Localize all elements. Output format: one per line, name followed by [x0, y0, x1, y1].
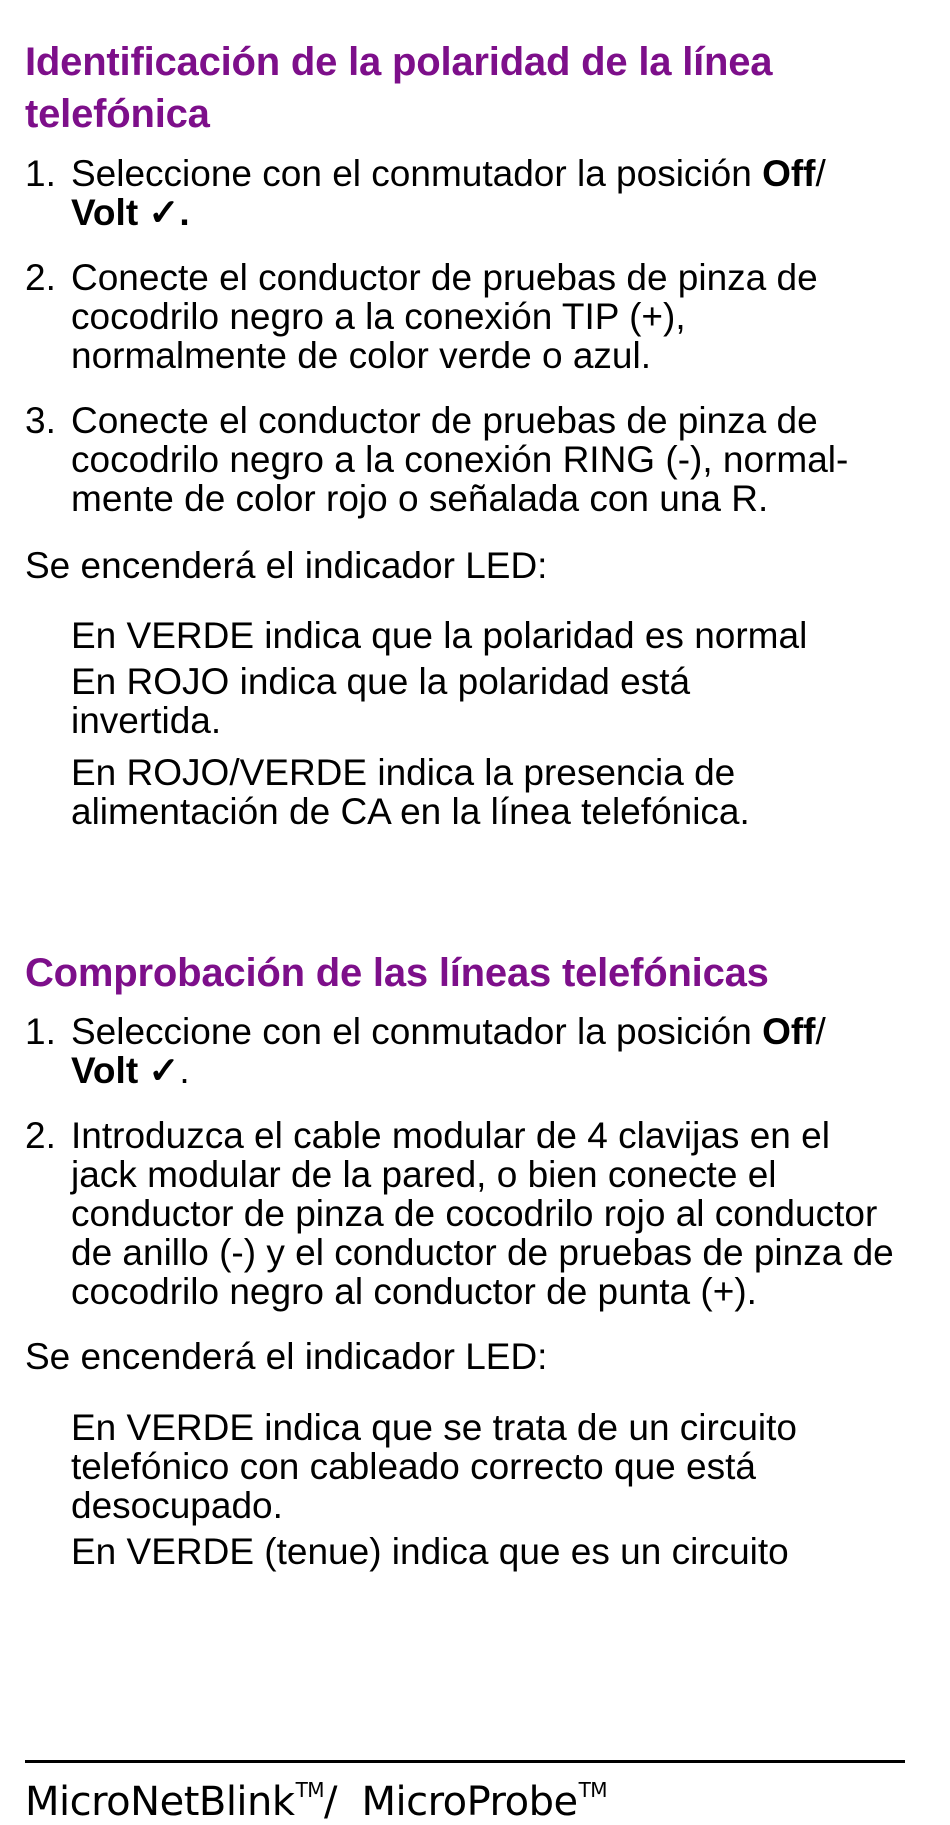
section1-led-list — [25, 616, 905, 831]
trademark-mark: TM — [295, 1778, 325, 1802]
section2-led-intro: Se encenderá el indicador LED: — [25, 1336, 548, 1377]
step-bold-off: Off — [762, 153, 816, 194]
step-number: 1. — [25, 1011, 56, 1052]
product-name-microprobe: MicroProbe — [361, 1779, 578, 1825]
step-bold-volt: Volt ✓. — [71, 192, 190, 233]
section2-title: Comprobación de las líneas telefónicas — [25, 951, 769, 995]
product-name-micronetblink: MicroNetBlink — [25, 1779, 295, 1825]
led-green-dim: En VERDE (tenue) indica que es un circuito — [71, 1531, 789, 1572]
step-number: 2. — [25, 1115, 56, 1156]
section1-steps — [25, 154, 905, 518]
step-bold-volt: Volt ✓ — [71, 1050, 180, 1091]
step-text — [71, 1012, 905, 1090]
step-number: 2. — [25, 257, 56, 298]
section1-step-3 — [25, 401, 905, 518]
section1-title: Identificación de la polaridad de la línea telefónica — [25, 40, 773, 136]
step-text-part: Seleccione con el conmutador la posición — [71, 1011, 763, 1052]
step-number: 3. — [25, 400, 56, 441]
step-text-part: / — [815, 1011, 826, 1052]
footer-rule — [25, 1760, 905, 1763]
section1-step-1 — [25, 154, 905, 232]
document-page — [25, 36, 905, 1571]
step-text: Conecte el conductor de pruebas de pinza de cocodrilo negro a la conexión RING (-), normal-mente de color rojo o señalada con una R. — [71, 400, 849, 519]
footer-product-names — [25, 1767, 607, 1825]
step-text-part: Seleccione con el conmutador la posición — [71, 153, 763, 194]
section2-step-1 — [25, 1012, 905, 1090]
footer-separator: / — [324, 1779, 350, 1825]
trademark-mark: TM — [578, 1778, 608, 1802]
section2-step-2 — [25, 1116, 905, 1311]
step-text: Conecte el conductor de pruebas de pinza de cocodrilo negro a la conexión TIP (+), normalmente de color verde o azul. — [71, 257, 818, 376]
step-bold-off: Off — [762, 1011, 816, 1052]
section2-led-list — [25, 1408, 905, 1571]
led-green-idle: En VERDE indica que se trata de un circuito telefónico con cableado correcto que está desocupado. — [71, 1407, 797, 1526]
step-text: Introduzca el cable modular de 4 clavijas en el jack modular de la pared, o bien conecte el conductor de pinza de cocodrilo rojo al conductor de anillo (-) y el conductor de pruebas de pinza de cocodrilo negro al conductor de punta (+). — [71, 1115, 894, 1312]
step-text-part: / — [815, 153, 826, 194]
section1-step-2 — [25, 258, 905, 375]
led-red-green-ac: En ROJO/VERDE indica la presencia de alimentación de CA en la línea telefónica. — [71, 752, 750, 832]
led-green-normal: En VERDE indica que la polaridad es normal — [71, 615, 808, 656]
step-number: 1. — [25, 153, 56, 194]
section1-led-intro: Se encenderá el indicador LED: — [25, 545, 548, 586]
led-red-inverted: En ROJO indica que la polaridad está invertida. — [71, 661, 691, 741]
step-text — [71, 154, 905, 232]
step-text-part: . — [179, 1050, 190, 1091]
section2-steps — [25, 1012, 905, 1311]
